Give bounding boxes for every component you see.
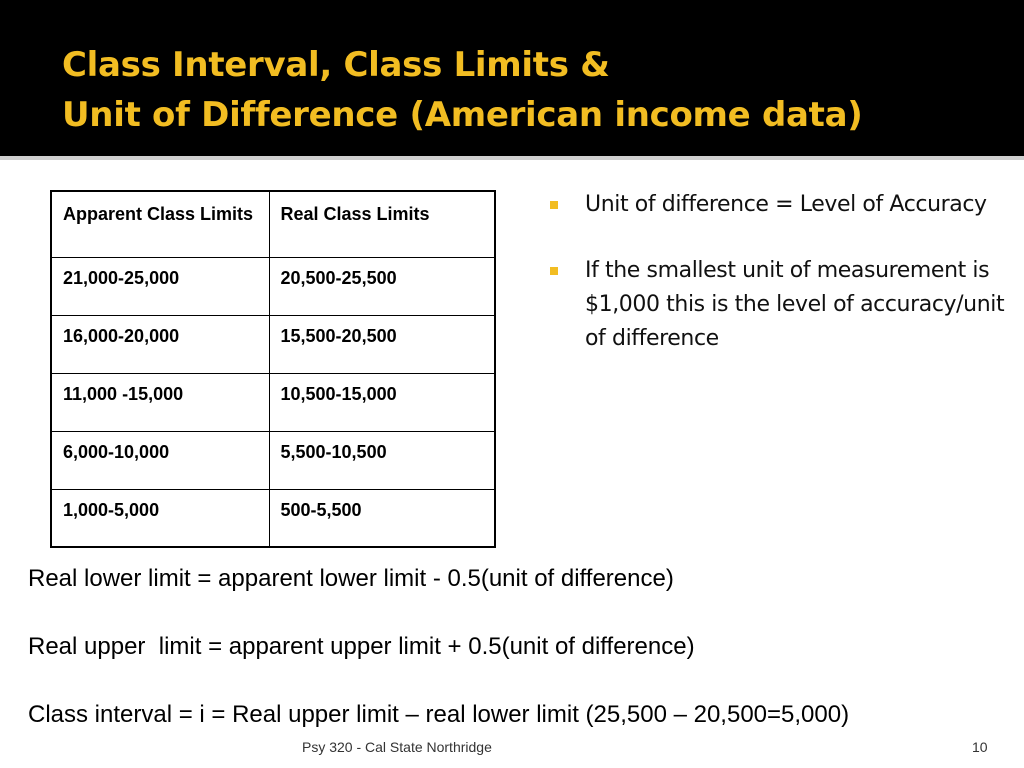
slide-title-line-2: Unit of Difference (American income data) xyxy=(62,95,863,135)
bullet-text: Unit of difference = Level of Accuracy xyxy=(585,192,987,217)
table-row xyxy=(51,489,495,547)
bullet-text: If the smallest unit of measurement is $1,000 this is the level of accuracy/unit of difference xyxy=(585,258,1005,351)
real-lower-limit-formula: Real lower limit = apparent lower limit - 0.5(unit of difference) xyxy=(28,565,674,592)
table-header-row xyxy=(51,191,495,257)
apparent-limit-cell: 1,000-5,000 xyxy=(51,489,269,547)
slide-title xyxy=(62,40,862,140)
apparent-limit-cell: 11,000 -15,000 xyxy=(51,373,269,431)
bullet-item xyxy=(548,254,1008,356)
slide-title-line-1: Class Interval, Class Limits & xyxy=(62,45,610,85)
real-limit-cell: 5,500-10,500 xyxy=(269,431,495,489)
apparent-limit-cell: 16,000-20,000 xyxy=(51,315,269,373)
apparent-limit-cell: 21,000-25,000 xyxy=(51,257,269,315)
table-row xyxy=(51,373,495,431)
real-limit-cell: 20,500-25,500 xyxy=(269,257,495,315)
apparent-limit-cell: 6,000-10,000 xyxy=(51,431,269,489)
header-real-class-limits: Real Class Limits xyxy=(269,191,495,257)
bullet-item xyxy=(548,188,1008,222)
square-bullet-icon xyxy=(550,201,558,209)
header-apparent-class-limits: Apparent Class Limits xyxy=(51,191,269,257)
real-limit-cell: 500-5,500 xyxy=(269,489,495,547)
real-upper-limit-formula: Real upper limit = apparent upper limit + 0.5(unit of difference) xyxy=(28,633,695,660)
footer-course: Psy 320 - Cal State Northridge xyxy=(302,739,492,755)
table-row xyxy=(51,431,495,489)
slide-number: 10 xyxy=(972,739,988,755)
table-row xyxy=(51,257,495,315)
class-limits-table xyxy=(50,190,496,548)
table-row xyxy=(51,315,495,373)
title-bar xyxy=(0,0,1024,160)
square-bullet-icon xyxy=(550,267,558,275)
bullet-list xyxy=(548,188,1008,388)
real-limit-cell: 10,500-15,000 xyxy=(269,373,495,431)
real-limit-cell: 15,500-20,500 xyxy=(269,315,495,373)
class-interval-formula: Class interval = i = Real upper limit – real lower limit (25,500 – 20,500=5,000) xyxy=(28,701,850,728)
